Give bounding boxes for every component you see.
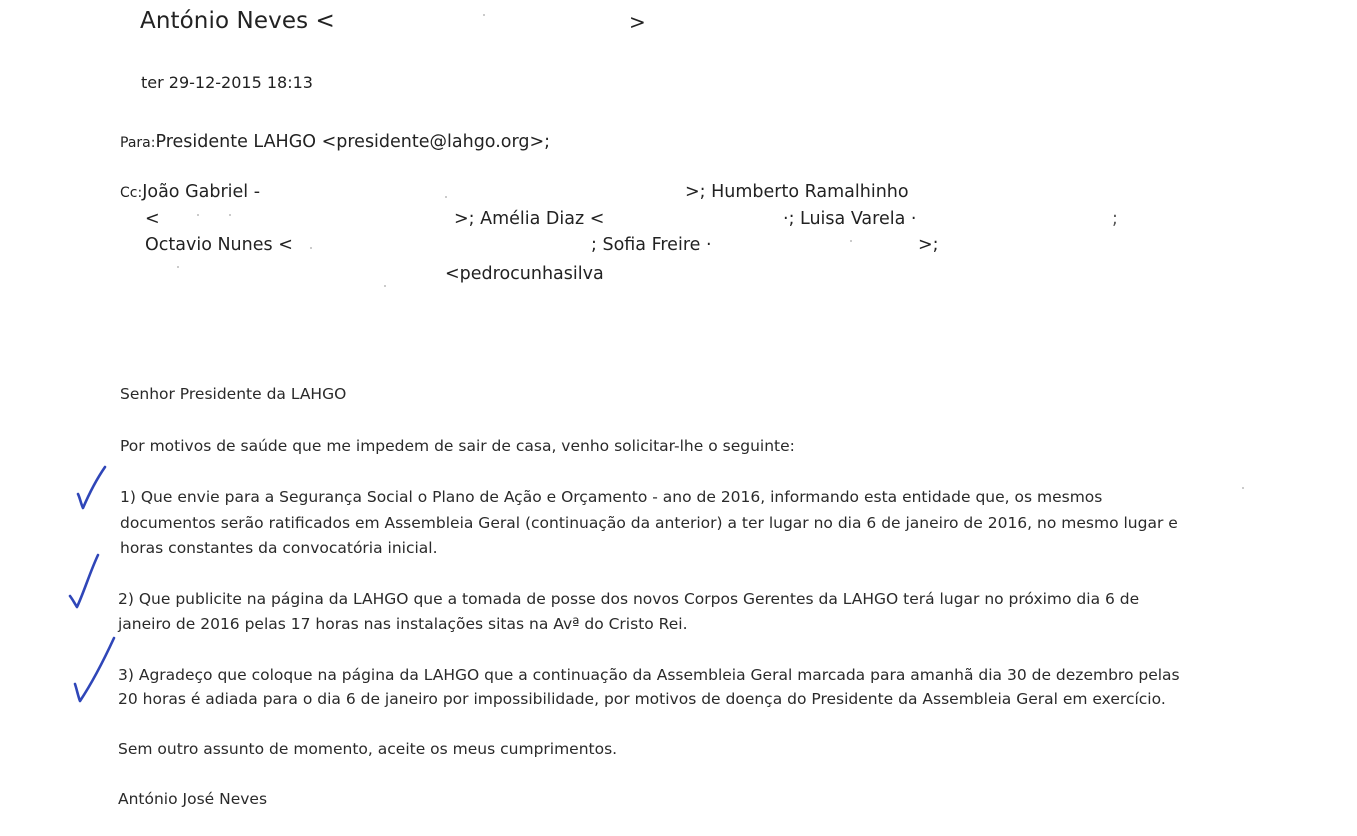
sender-line <box>140 8 646 34</box>
cc-recipient-luisa: ·; Luisa Varela · <box>783 209 917 229</box>
cc-label: Cc: <box>120 185 143 201</box>
cc-close-bracket: >; <box>918 235 939 255</box>
sender-name: António Neves < <box>140 8 335 34</box>
item-1-line-3: horas constantes da convocatória inicial. <box>120 539 438 557</box>
cc-recipient-sofia: ; Sofia Freire · <box>591 235 712 255</box>
signature: António José Neves <box>118 790 268 808</box>
to-recipient: Presidente LAHGO <presidente@lahgo.org>; <box>155 132 551 152</box>
to-line <box>120 132 550 152</box>
cc-recipient-pedro: <pedrocunhasilva <box>445 264 604 284</box>
sender-email-close: > <box>629 10 646 34</box>
sent-date: ter 29-12-2015 18:13 <box>141 73 313 92</box>
checkmark-icon <box>72 464 112 512</box>
item-3-line-1: 3) Agradeço que coloque na página da LAHGO que a continuação da Assembleia Geral marcada para amanhã dia 30 de dezembro pelas <box>118 666 1180 684</box>
intro-paragraph: Por motivos de saúde que me impedem de sair de casa, venho solicitar-lhe o seguinte: <box>120 437 795 455</box>
cc-separator: ; <box>1112 209 1118 229</box>
greeting: Senhor Presidente da LAHGO <box>120 385 347 403</box>
item-3-line-2: 20 horas é adiada para o dia 6 de janeiro por impossibilidade, por motivos de doença do Presidente da Assembleia Geral em exercício. <box>118 690 1166 708</box>
item-1-line-1: 1) Que envie para a Segurança Social o Plano de Ação e Orçamento - ano de 2016, informando esta entidade que, os mesmos <box>120 488 1103 506</box>
cc-recipient-amelia: >; Amélia Diaz < <box>454 209 605 229</box>
cc-open-bracket: < <box>145 209 160 229</box>
checkmark-icon <box>70 634 116 704</box>
cc-label-line <box>120 182 260 202</box>
item-2-line-2: janeiro de 2016 pelas 17 horas nas instalações sitas na Avª do Cristo Rei. <box>118 615 688 633</box>
item-2-line-1: 2) Que publicite na página da LAHGO que a tomada de posse dos novos Corpos Gerentes da LAHGO terá lugar no próximo dia 6 de <box>118 590 1140 608</box>
to-label: Para: <box>120 135 156 151</box>
closing-line: Sem outro assunto de momento, aceite os meus cumprimentos. <box>118 740 618 758</box>
cc-recipient-joao: João Gabriel - <box>142 182 261 202</box>
item-1-line-2: documentos serão ratificados em Assembleia Geral (continuação da anterior) a ter lugar no dia 6 de janeiro de 2016, no mesmo lugar e <box>120 514 1178 532</box>
checkmark-icon <box>66 552 106 610</box>
cc-recipient-octavio: Octavio Nunes < <box>145 235 293 255</box>
cc-recipient-humberto: >; Humberto Ramalhinho <box>685 182 909 202</box>
